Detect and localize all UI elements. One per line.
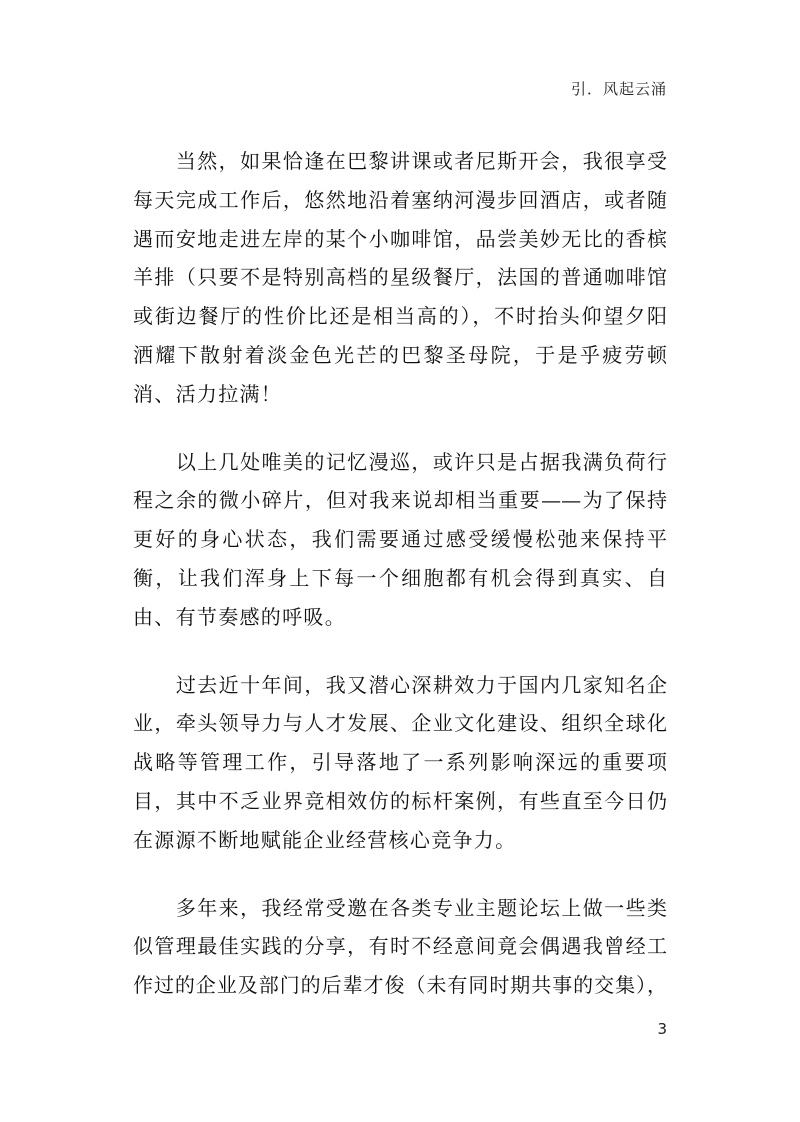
paragraph (133, 889, 667, 1005)
text-line: 由、有节奏感的呼吸。 (133, 604, 346, 629)
text-line: 在源源不断地赋能企业经营核心竞争力。 (133, 827, 517, 852)
text-line: 当然，如果恰逢在巴黎讲课或者尼斯开会，我很享受 (133, 149, 667, 173)
text-line: 消、活力拉满！ (133, 381, 283, 406)
text-line: 以上几处唯美的记忆漫巡，或许只是占据我满负荷行 (133, 449, 667, 474)
text-line: 衡，让我们浑身上下每一个细胞都有机会得到真实、自 (133, 565, 667, 590)
text-line: 业，牵头领导力与人才发展、企业文化建设、组织全球化 (133, 711, 667, 736)
text-line: 过去近十年间，我又潜心深耕效力于国内几家知名企 (133, 672, 667, 697)
text-line: 目，其中不乏业界竞相效仿的标杆案例，有些直至今日仍 (133, 788, 667, 813)
paragraph (133, 666, 667, 860)
text-line: 多年来，我经常受邀在各类专业主题论坛上做一些类 (133, 895, 667, 920)
paragraph (133, 443, 667, 637)
body-text (133, 142, 667, 1005)
text-line: 程之余的微小碎片，但对我来说却相当重要——为了保持 (133, 488, 667, 513)
text-line: 羊排（只要不是特别高档的星级餐厅，法国的普通咖啡馆 (133, 265, 667, 290)
page-number: 3 (657, 1020, 667, 1038)
text-line: 每天完成工作后，悠然地沿着塞纳河漫步回酒店，或者随 (133, 187, 667, 212)
text-line: 作过的企业及部门的后辈才俊（未有同时期共事的交集）， (133, 973, 667, 998)
text-line: 洒耀下散射着淡金色光芒的巴黎圣母院，于是乎疲劳顿 (133, 342, 667, 367)
text-line: 遇而安地走进左岸的某个小咖啡馆，品尝美妙无比的香槟 (133, 226, 667, 251)
text-line: 似管理最佳实践的分享，有时不经意间竟会偶遇我曾经工 (133, 934, 667, 959)
paragraph (133, 142, 667, 414)
text-line: 战略等管理工作，引导落地了一系列影响深远的重要项 (133, 750, 667, 775)
text-line: 更好的身心状态，我们需要通过感受缓慢松弛来保持平 (133, 527, 667, 552)
text-line: 或街边餐厅的性价比还是相当高的），不时抬头仰望夕阳 (133, 304, 667, 329)
running-header: 引．风起云涌 (570, 80, 667, 98)
